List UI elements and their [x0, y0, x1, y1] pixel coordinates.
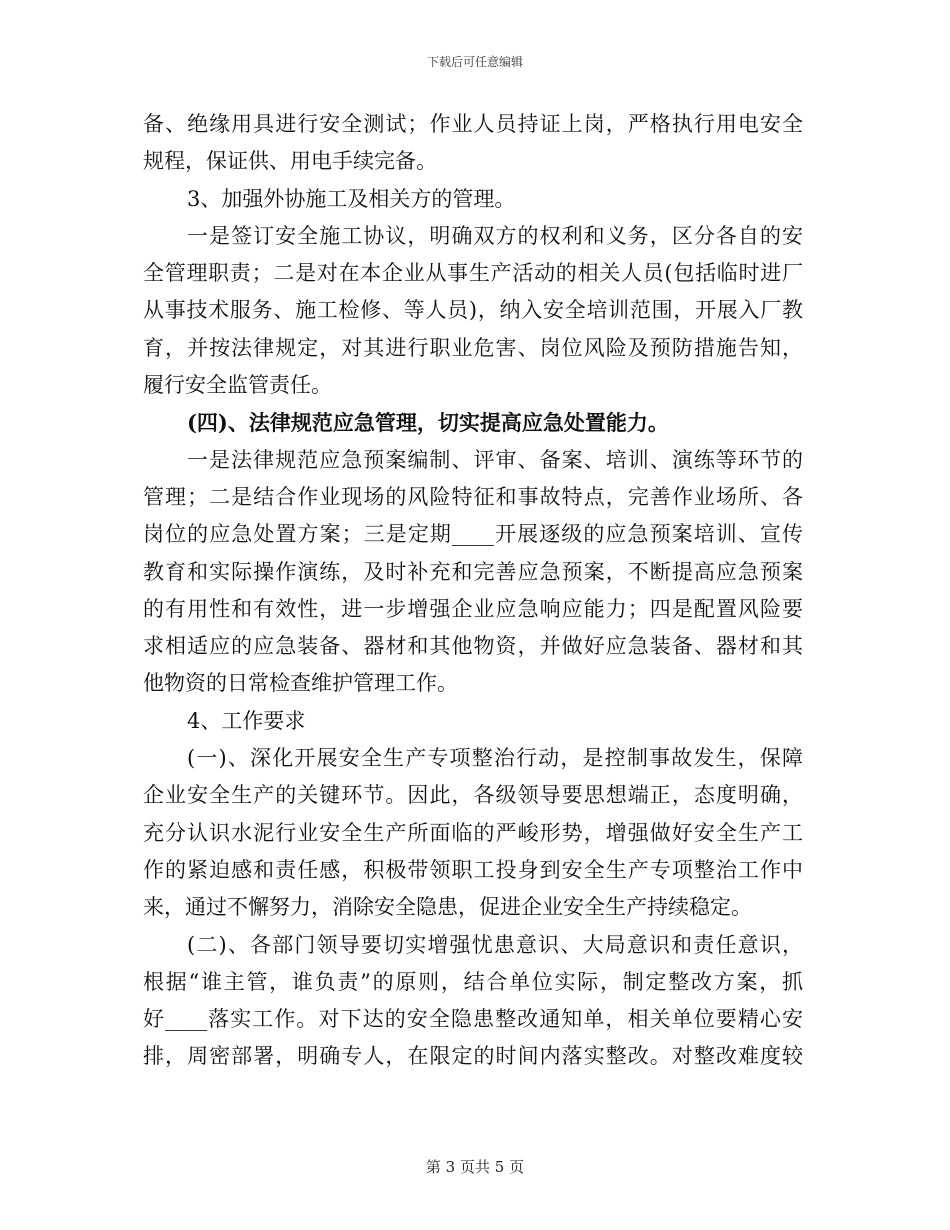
body-text-line: 来，通过不懈努力，消除安全隐患，促进企业安全生产持续稳定。	[143, 895, 752, 920]
document-body	[143, 106, 803, 1076]
body-text-line: 育，并按法律规定，对其进行职业危害、岗位风险及预防措施告知，	[143, 335, 803, 360]
body-text-line: 岗位的应急处置方案；三是定期____开展逐级的应急预案培训、宣传	[143, 522, 803, 547]
body-text-line: 4、工作要求	[187, 708, 306, 733]
page-header: 下载后可任意编辑	[426, 55, 523, 69]
body-text-line: 备、绝缘用具进行安全测试；作业人员持证上岗，严格执行用电安全	[143, 112, 803, 136]
body-text-line: 教育和实际操作演练，及时补充和完善应急预案，不断提高应急预案	[143, 559, 803, 584]
body-text-line: 作的紧迫感和责任感，积极带领职工投身到安全生产专项整治工作中	[143, 857, 803, 882]
body-text-line: 从事技术服务、施工检修、等人员)，纳入安全培训范围，开展入厂教	[143, 298, 803, 323]
body-text-line: 排，周密部署，明确专人，在限定的时间内落实整改。对整改难度较	[143, 1044, 803, 1069]
body-text-line: 充分认识水泥行业安全生产所面临的严峻形势，增强做好安全生产工	[143, 820, 803, 845]
body-text-line: (一)、深化开展安全生产专项整治行动，是控制事故发生，保障	[187, 746, 803, 771]
body-text-line: (二)、各部门领导要切实增强忧患意识、大局意识和责任意识，	[187, 932, 803, 957]
body-text-line: 3、加强外协施工及相关方的管理。	[187, 186, 516, 211]
page-footer: 第 3 页共 5 页	[425, 1158, 525, 1176]
body-text-line: 根据“谁主管，谁负责”的原则，结合单位实际，制定整改方案，抓	[143, 969, 803, 994]
section-heading-line: (四)、法律规范应急管理，切实提高应急处置能力。	[187, 410, 669, 436]
body-text-line: 他物资的日常检查维护管理工作。	[143, 671, 458, 696]
body-text-line: 管理；二是结合作业现场的风险特征和事故特点，完善作业场所、各	[143, 484, 803, 509]
body-text-line: 好____落实工作。对下达的安全隐患整改通知单，相关单位要精心安	[143, 1007, 803, 1032]
body-text-line: 履行安全监管责任。	[143, 373, 332, 398]
body-text-line: 一是签订安全施工协议，明确双方的权利和义务，区分各自的安	[187, 223, 803, 248]
body-text-line: 企业安全生产的关键环节。因此，各级领导要思想端正，态度明确，	[143, 783, 803, 808]
body-text-line: 一是法律规范应急预案编制、评审、备案、培训、演练等环节的	[187, 447, 803, 472]
body-text-line: 全管理职责；二是对在本企业从事生产活动的相关人员(包括临时进厂	[143, 261, 803, 286]
body-text-line: 的有用性和有效性，进一步增强企业应急响应能力；四是配置风险要	[143, 596, 803, 621]
body-text-line: 求相适应的应急装备、器材和其他物资，并做好应急装备、器材和其	[143, 634, 803, 659]
body-text-line: 规程，保证供、用电手续完备。	[143, 149, 437, 174]
